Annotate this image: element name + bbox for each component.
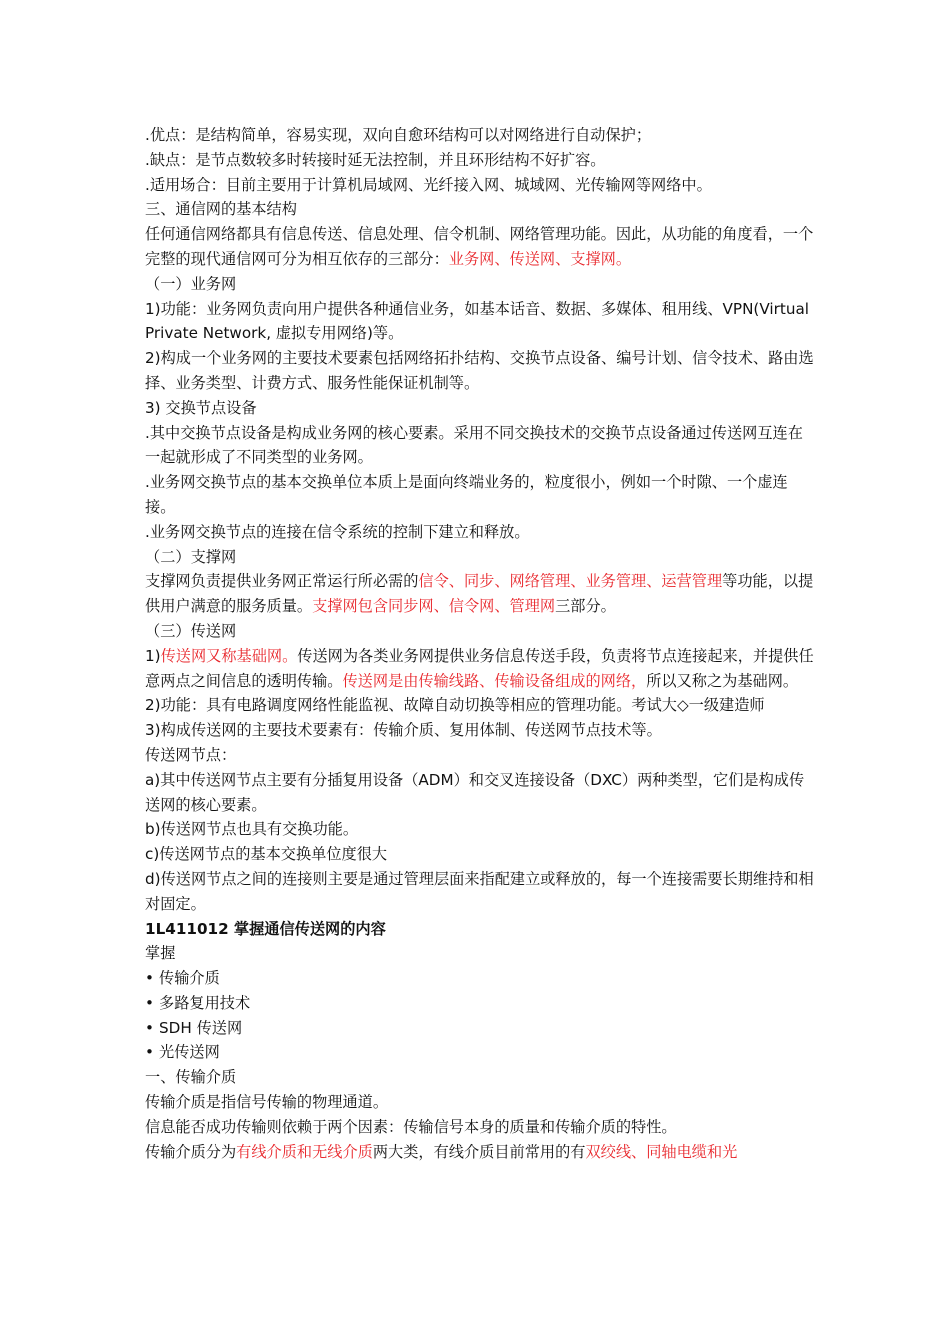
highlight-support-parts: 支撑网包含同步网、信令网、管理网 [312, 597, 556, 616]
switching-node-core: .其中交换节点设备是构成业务网的核心要素。采用不同交换技术的交换节点设备通过传送网互连在一起就形成了不同类型的业务网。 [145, 423, 803, 467]
section-heading-basic-structure: 三、通信网的基本结构 [145, 200, 297, 219]
service-network-elements: 2)构成一个业务网的主要技术要素包括网络拓扑结构、交换节点设备、编号计划、信令技术、路由选择、业务类型、计费方式、服务性能保证机制等。 [145, 349, 814, 392]
bullet-dot-icon: • [145, 993, 154, 1012]
highlight-support-functions: 信令、同步、网络管理、业务管理、运营管理 [418, 572, 723, 591]
highlight-base-network: 传送网又称基础网。 [160, 646, 298, 665]
media-classification: 传输介质分为有线介质和无线介质两大类，有线介质目前常用的有双绞线、同轴电缆和光 [145, 1142, 738, 1161]
list-item: • SDH 传送网 [145, 1016, 817, 1041]
transport-network-elements: 3)构成传送网的主要技术要素有：传输介质、复用体制、传送网节点技术等。 [145, 721, 662, 740]
subheading-service-network: （一）业务网 [145, 274, 237, 293]
highlight-media-types: 有线介质和无线介质 [236, 1142, 373, 1161]
section-heading-1l411012: 1L411012 掌握通信传送网的内容 [145, 919, 386, 938]
transport-node-a: a)其中传送网节点主要有分插复用设备（ADM）和交叉连接设备（DXC）两种类型，它们是构成传送网的核心要素。 [145, 770, 805, 814]
switching-node-heading: 3) 交换节点设备 [145, 398, 257, 417]
list-item: • 传输介质 [145, 966, 817, 991]
bullet-dot-icon: • [145, 969, 154, 988]
list-item: • 光传送网 [145, 1040, 817, 1065]
switching-node-connection: .业务网交换节点的连接在信令系统的控制下建立和释放。 [145, 522, 530, 541]
transport-node-b: b)传送网节点也具有交换功能。 [145, 820, 359, 839]
transport-node-c: c)传送网节点的基本交换单位度很大 [145, 845, 388, 864]
highlight-transport-composition: 传送网是由传输线路、传输设备组成的网络， [342, 671, 647, 690]
disadvantage-line: .缺点：是节点数较多时转接时延无法控制，并且环形结构不好扩容。 [145, 150, 606, 169]
topic-bullet-list [145, 966, 817, 1065]
support-network-paragraph: 支撑网负责提供业务网正常运行所必需的信令、同步、网络管理、业务管理、运营管理等功能，以提供用户满意的服务质量。支撑网包含同步网、信令网、管理网三部分。 [145, 572, 814, 616]
media-definition: 传输介质是指信号传输的物理通道。 [145, 1093, 388, 1112]
bullet-dot-icon: • [145, 1043, 154, 1062]
list-item: • 多路复用技术 [145, 991, 817, 1016]
master-label: 掌握 [145, 944, 176, 963]
transport-network-function: 2)功能：具有电路调度网络性能监视、故障自动切换等相应的管理功能。考试大◇一级建造师 [145, 696, 765, 715]
switching-node-unit: .业务网交换节点的基本交换单位本质上是面向终端业务的，粒度很小，例如一个时隙、一个虚连接。 [145, 473, 788, 516]
advantage-line: .优点：是结构简单，容易实现，双向自愈环结构可以对网络进行自动保护； [145, 126, 652, 144]
media-factors: 信息能否成功传输则依赖于两个因素：传输信号本身的质量和传输介质的特性。 [145, 1117, 677, 1136]
subheading-transport-network: （三）传送网 [145, 621, 237, 640]
bullet-dot-icon: • [145, 1018, 154, 1037]
application-line: .适用场合：目前主要用于计算机局域网、光纤接入网、城域网、光传输网等网络中。 [145, 175, 712, 194]
document-page [145, 123, 817, 1164]
highlight-three-parts: 业务网、传送网、支撑网。 [448, 249, 631, 268]
transport-node-heading: 传送网节点： [145, 745, 237, 764]
service-network-function: 1)功能：业务网负责向用户提供各种通信业务，如基本话音、数据、多媒体、租用线、VPN(Virtual Private Network, 虚拟专用网络)等。 [145, 299, 809, 343]
transport-network-paragraph: 1)传送网又称基础网。传送网为各类业务网提供业务信息传送手段，负责将节点连接起来，并提供任意两点之间信息的透明传输。传送网是由传输线路、传输设备组成的网络，所以又称之为基础网。 [145, 646, 814, 690]
paragraph-three-parts: 任何通信网络都具有信息传送、信息处理、信令机制、网络管理功能。因此，从功能的角度看，一个完整的现代通信网可分为相互依存的三部分：业务网、传送网、支撑网。 [145, 225, 814, 268]
highlight-wired-media: 双绞线、同轴电缆和光 [585, 1142, 738, 1161]
subheading-support-network: （二）支撑网 [145, 547, 237, 566]
transport-node-d: d)传送网节点之间的连接则主要是通过管理层面来指配建立或释放的，每一个连接需要长期维持和相对固定。 [145, 869, 814, 913]
section-heading-transmission-media: 一、传输介质 [145, 1068, 237, 1087]
